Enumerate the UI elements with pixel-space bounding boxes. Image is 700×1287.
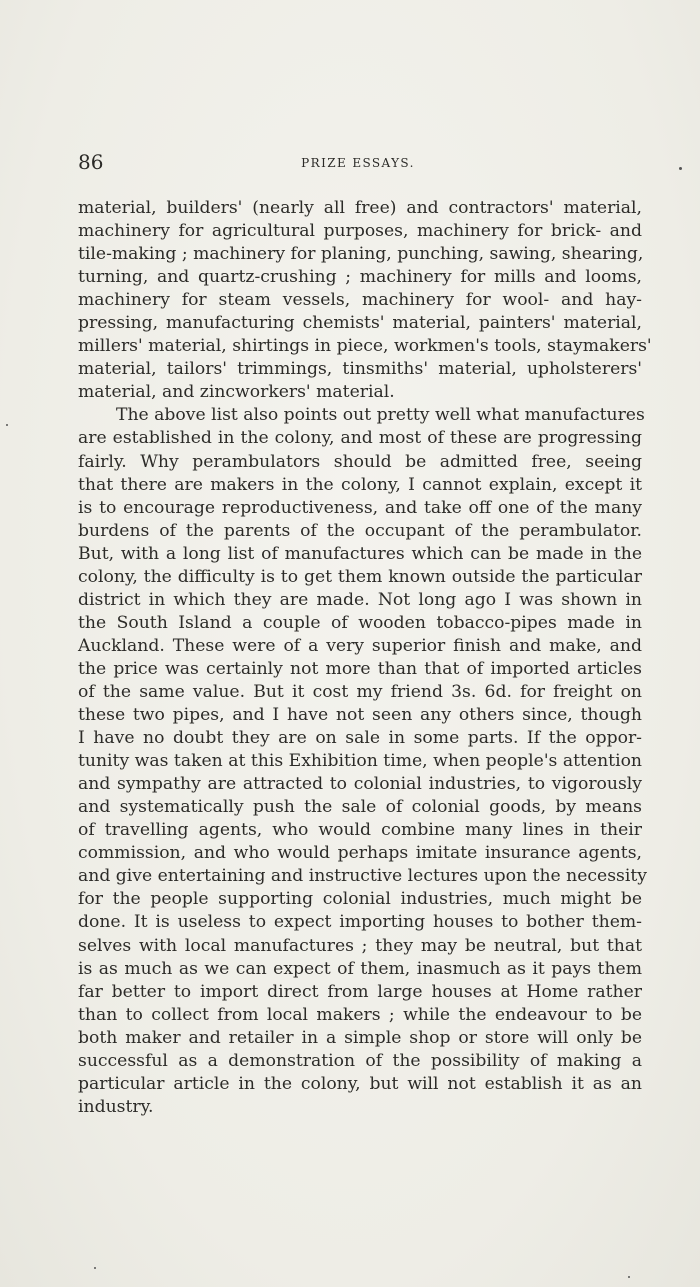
text-line: successful as a demonstration of the possibility of making a — [78, 1050, 642, 1071]
text-line: are established in the colony, and most of these are progressing — [78, 428, 642, 449]
text-line: far better to import direct from large houses at Home rather — [78, 981, 642, 1002]
text-line: tunity was taken at this Exhibition time, when people's attention — [78, 751, 642, 772]
page-number: 86 — [78, 150, 104, 174]
paper-speck — [679, 167, 682, 170]
text-line: these two pipes, and I have not seen any others since, though — [78, 705, 642, 726]
paragraph — [78, 404, 647, 1118]
text-line: Auckland. These were of a very superior finish and make, and — [78, 635, 642, 656]
text-line: is as much as we can expect of them, inasmuch as it pays them — [78, 958, 642, 979]
paper-speck — [6, 424, 8, 426]
text-line: than to collect from local makers ; while the endeavour to be — [78, 1004, 642, 1025]
text-line: done. It is useless to expect importing houses to bother them- — [78, 912, 642, 933]
text-line: the South Island a couple of wooden tobacco-pipes made in — [78, 612, 642, 633]
text-line: tile-making ; machinery for planing, punching, sawing, shearing, — [78, 244, 644, 265]
text-line: the price was certainly not more than that of imported articles — [78, 658, 642, 679]
text-line: burdens of the parents of the occupant of the perambulator. — [78, 520, 642, 541]
text-line: for the people supporting colonial industries, much might be — [78, 889, 642, 910]
text-line: and give entertaining and instructive lectures upon the necessity — [78, 866, 647, 887]
text-line: material, tailors' trimmings, tinsmiths' material, upholsterers' — [78, 359, 642, 380]
text-line: that there are makers in the colony, I cannot explain, except it — [78, 474, 642, 495]
text-line: The above list also points out pretty well what manufactures — [116, 405, 645, 426]
text-line: both maker and retailer in a simple shop or store will only be — [78, 1027, 642, 1048]
text-line: commission, and who would perhaps imitate insurance agents, — [78, 843, 642, 864]
text-line: machinery for agricultural purposes, machinery for brick- and — [78, 221, 642, 242]
paper-speck — [94, 1267, 96, 1269]
text-line: selves with local manufactures ; they may be neutral, but that — [78, 935, 642, 956]
text-line: fairly. Why perambulators should be admitted free, seeing — [78, 451, 642, 472]
text-line: and sympathy are attracted to colonial industries, to vigorously — [78, 774, 642, 795]
text-line: and systematically push the sale of colonial goods, by means — [78, 797, 642, 818]
text-line: material, and zincworkers' material. — [78, 382, 395, 403]
page-header — [78, 150, 638, 174]
text-line: industry. — [78, 1096, 154, 1117]
text-line: millers' material, shirtings in piece, workmen's tools, staymakers' — [78, 336, 652, 357]
text-line: particular article in the colony, but will not establish it as an — [78, 1073, 642, 1094]
text-line: district in which they are made. Not long ago I was shown in — [78, 589, 642, 610]
paper-speck — [628, 1276, 630, 1278]
text-line: of travelling agents, who would combine many lines in their — [78, 820, 642, 841]
paragraph — [78, 197, 652, 404]
body-text — [78, 197, 652, 1119]
text-line: pressing, manufacturing chemists' material, painters' material, — [78, 313, 642, 334]
running-head: PRIZE ESSAYS. — [301, 156, 415, 170]
text-line: machinery for steam vessels, machinery for wool- and hay- — [78, 290, 642, 311]
text-line: turning, and quartz-crushing ; machinery for mills and looms, — [78, 267, 642, 288]
text-line: material, builders' (nearly all free) and contractors' material, — [78, 198, 642, 218]
text-line: is to encourage reproductiveness, and take off one of the many — [78, 497, 642, 518]
text-line: of the same value. But it cost my friend 3s. 6d. for freight on — [78, 681, 642, 702]
text-line: But, with a long list of manufactures which can be made in the — [78, 543, 642, 564]
text-line: colony, the difficulty is to get them known outside the particular — [78, 566, 642, 587]
text-line: I have no doubt they are on sale in some parts. If the oppor- — [78, 728, 642, 749]
